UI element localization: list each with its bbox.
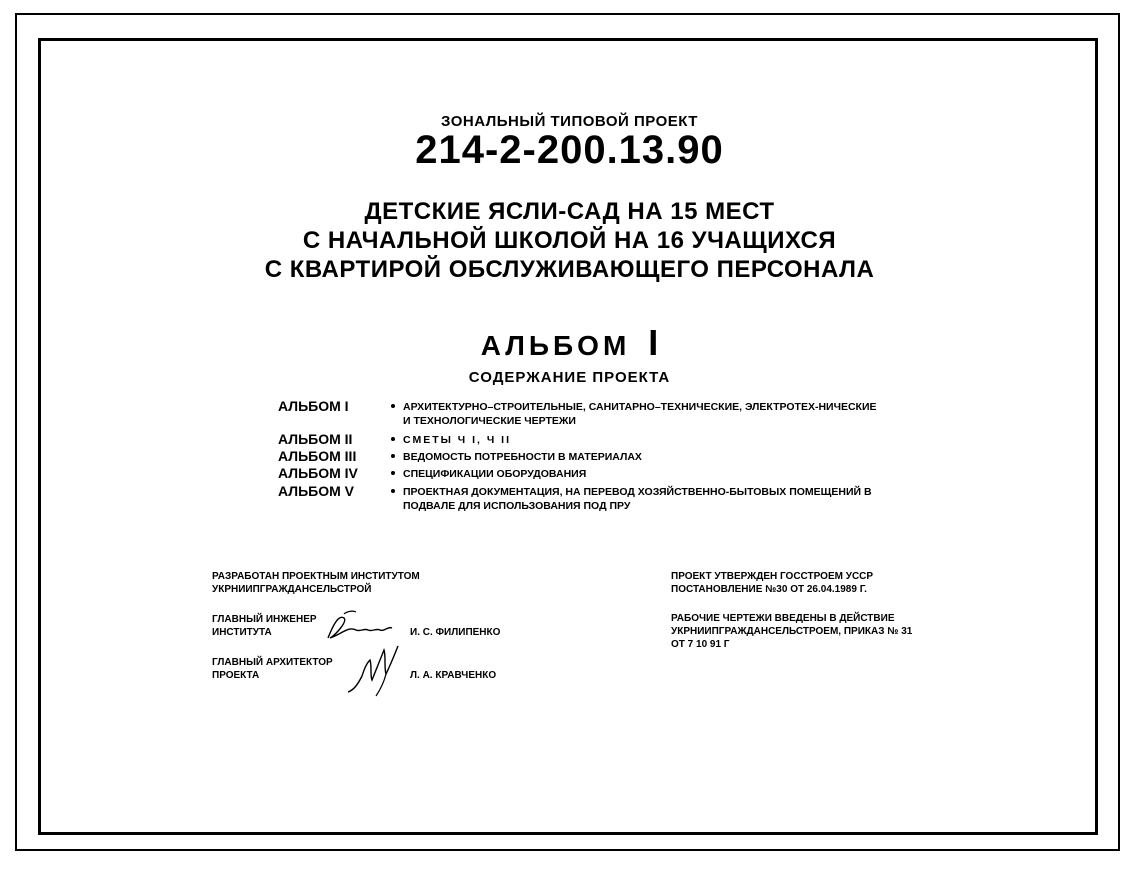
developed-by-line-2: УКРНИИПГРАЖДАНСЕЛЬСТРОЙ — [212, 584, 372, 595]
album-heading — [0, 322, 1139, 364]
chief-engineer-title-1: ГЛАВНЫЙ ИНЖЕНЕР — [212, 614, 317, 625]
chief-architect-signature — [340, 640, 410, 700]
project-type-subtitle: ЗОНАЛЬНЫЙ ТИПОВОЙ ПРОЕКТ — [441, 113, 698, 130]
chief-engineer-title-2: ИНСТИТУТА — [212, 627, 272, 638]
bullet-icon — [391, 489, 395, 493]
contents-heading: СОДЕРЖАНИЕ ПРОЕКТА — [468, 369, 671, 386]
project-number: 214-2-200.13.90 — [415, 128, 724, 172]
bullet-icon — [391, 471, 395, 475]
drawings-line-3: ОТ 7 10 91 Г — [671, 639, 730, 650]
contents-item-desc: СМЕТЫ Ч I, Ч II — [403, 434, 511, 446]
contents-item-label: АЛЬБОМ III — [278, 448, 357, 464]
chief-architect-title-2: ПРОЕКТА — [212, 670, 260, 681]
bullet-icon — [391, 437, 395, 441]
title-line-2: С НАЧАЛЬНОЙ ШКОЛОЙ НА 16 УЧАЩИХСЯ — [302, 227, 837, 254]
contents-item — [278, 448, 898, 464]
contents-item — [278, 431, 898, 447]
approval-line-1: ПРОЕКТ УТВЕРЖДЕН ГОССТРОЕМ УССР — [671, 571, 874, 582]
title-line-3: С КВАРТИРОЙ ОБСЛУЖИВАЮЩЕГО ПЕРСОНАЛА — [264, 256, 875, 283]
contents-item-desc: ПРОЕКТНАЯ ДОКУМЕНТАЦИЯ, НА ПЕРЕВОД ХОЗЯЙСТВЕННО-БЫТОВЫХ ПОМЕЩЕНИЙ В ПОДВАЛЕ ДЛЯ ИСПОЛЬЗОВАНИЯ ПОД ПРУ — [403, 486, 872, 512]
contents-item — [278, 398, 898, 430]
drawings-line-1: РАБОЧИЕ ЧЕРТЕЖИ ВВЕДЕНЫ В ДЕЙСТВИЕ — [671, 613, 895, 624]
contents-item-desc: АРХИТЕКТУРНО–СТРОИТЕЛЬНЫЕ, САНИТАРНО–ТЕХНИЧЕСКИЕ, ЭЛЕКТРОТЕХ-НИЧЕСКИЕ И ТЕХНОЛОГИЧЕСКИЕ ЧЕРТЕЖИ — [403, 401, 877, 427]
title-line-1: ДЕТСКИЕ ЯСЛИ-САД НА 15 МЕСТ — [364, 198, 775, 225]
contents-item-desc: ВЕДОМОСТЬ ПОТРЕБНОСТИ В МАТЕРИАЛАХ — [403, 451, 642, 463]
drawings-line-2: УКРНИИПГРАЖДАНСЕЛЬСТРОЕМ, ПРИКАЗ № 31 — [671, 626, 913, 637]
chief-architect-title-1: ГЛАВНЫЙ АРХИТЕКТОР — [212, 657, 333, 668]
contents-item-label: АЛЬБОМ II — [278, 431, 353, 447]
approval-line-2: ПОСТАНОВЛЕНИЕ №30 ОТ 26.04.1989 Г. — [671, 584, 867, 595]
chief-architect-name: Л. А. КРАВЧЕНКО — [410, 670, 497, 681]
contents-item — [278, 483, 898, 515]
developed-by-line-1: РАЗРАБОТАН ПРОЕКТНЫМ ИНСТИТУТОМ — [212, 571, 420, 582]
contents-item-label: АЛЬБОМ I — [278, 398, 349, 414]
contents-item-desc: СПЕЦИФИКАЦИИ ОБОРУДОВАНИЯ — [403, 468, 587, 480]
album-label: АЛЬБОМ — [480, 330, 631, 361]
bullet-icon — [391, 454, 395, 458]
contents-item-label: АЛЬБОМ IV — [278, 465, 358, 481]
chief-engineer-name: И. С. ФИЛИПЕНКО — [410, 627, 501, 638]
contents-item — [278, 465, 898, 481]
bullet-icon — [391, 404, 395, 408]
contents-item-label: АЛЬБОМ V — [278, 483, 355, 499]
album-number: I — [648, 322, 659, 363]
